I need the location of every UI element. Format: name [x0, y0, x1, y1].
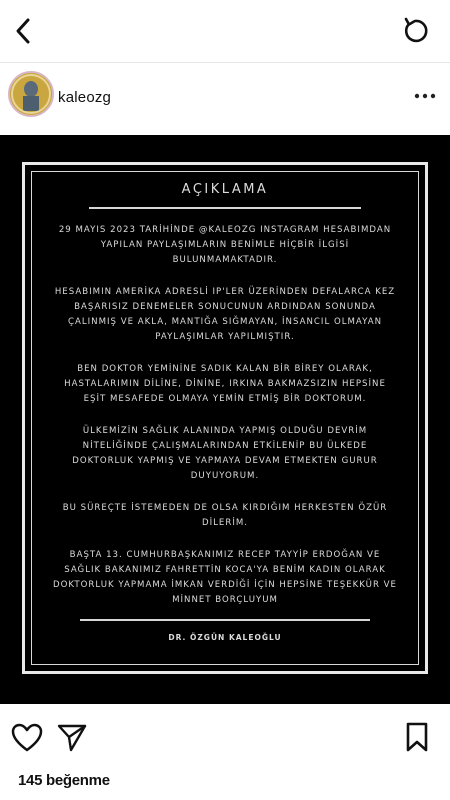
statement-paragraph: 29 MAYIS 2023 TARİHİNDE @KALEOZG INSTAGRAM HESABIMDAN YAPILAN PAYLAŞIMLARIN BENİMLE HİÇBİR İLGİSİ BULUNMAMAKTADIR. — [58, 225, 392, 265]
signature-divider — [80, 619, 370, 621]
post-header — [0, 66, 450, 130]
statement-paragraph: BEN DOKTOR YEMİNİNE SADIK KALAN BİR BİREY OLARAK, HASTALARIMIN DİLİNE, DİNİNE, IRKINA BAKMAZSIZIN HEPSİNE EŞİT MESAFEDE OLMAYA YEMİN ETMİŞ BİR DOKTORUM. — [64, 364, 386, 404]
heart-icon — [10, 721, 44, 755]
statement-paragraph: BU SÜREÇTE İSTEMEDEN DE OLSA KIRDIĞIM HERKESTEN ÖZÜR DİLERİM. — [62, 503, 388, 528]
statement-signature: DR. ÖZGÜN KALEOĞLU — [168, 633, 282, 642]
paper-plane-icon — [56, 721, 88, 753]
statement-paragraph: BAŞTA 13. CUMHURBAŞKANIMIZ RECEP TAYYİP ERDOĞAN VE SAĞLIK BAKANIMIZ FAHRETTİN KOCA'YA BENİM KADIN OLARAK DOKTORLUK YAPMAMA İMKAN VERDİĞİ İÇİN HEPSİNE TEŞEKKÜR VE MİNNET BORÇLUYUM — [53, 550, 397, 605]
avatar-image — [10, 73, 52, 115]
post-image[interactable] — [0, 135, 450, 704]
save-button[interactable] — [404, 721, 434, 757]
statement-paragraph: ÜLKEMİZİN SAĞLIK ALANINDA YAPMIŞ OLDUĞU DEVRİM NİTELİĞİNDE ÇALIŞMALARINDAN ETKİLENİP BU ÜLKEDE DOKTORLUK YAPMIŞ VE YAPMAYA DEVAM ETMEKTEN GURUR DUYUYORUM. — [72, 426, 378, 481]
more-options-button[interactable] — [410, 86, 440, 106]
back-button[interactable] — [8, 14, 38, 48]
post-actions — [0, 704, 450, 764]
title-underline — [89, 207, 361, 209]
ellipsis-icon — [414, 93, 436, 99]
chevron-left-icon — [14, 17, 32, 45]
statement-paragraph: HESABIMIN AMERİKA ADRESLİ IP'LER ÜZERİNDEN DEFALARCA KEZ BAŞARISIZ DENEMELER SONUCUNUN ARDINDAN SONUNDA ÇALINMIŞ VE AKLA, MANTIĞA SIĞMAYAN, İNSANCIL OLMAYAN PAYLAŞIMLAR YAPILMIŞTIR. — [54, 287, 396, 342]
bookmark-icon — [404, 721, 430, 753]
refresh-button[interactable] — [398, 14, 432, 48]
header-divider — [0, 62, 450, 63]
likes-count[interactable]: 145 beğenme — [18, 772, 110, 789]
refresh-icon — [400, 16, 430, 46]
username[interactable]: kaleozg — [58, 89, 112, 106]
share-button[interactable] — [56, 721, 90, 757]
like-button[interactable] — [10, 721, 46, 757]
statement-title: AÇIKLAMA — [181, 182, 269, 197]
top-bar — [0, 0, 450, 62]
avatar[interactable] — [8, 71, 54, 117]
statement-text — [38, 175, 412, 642]
